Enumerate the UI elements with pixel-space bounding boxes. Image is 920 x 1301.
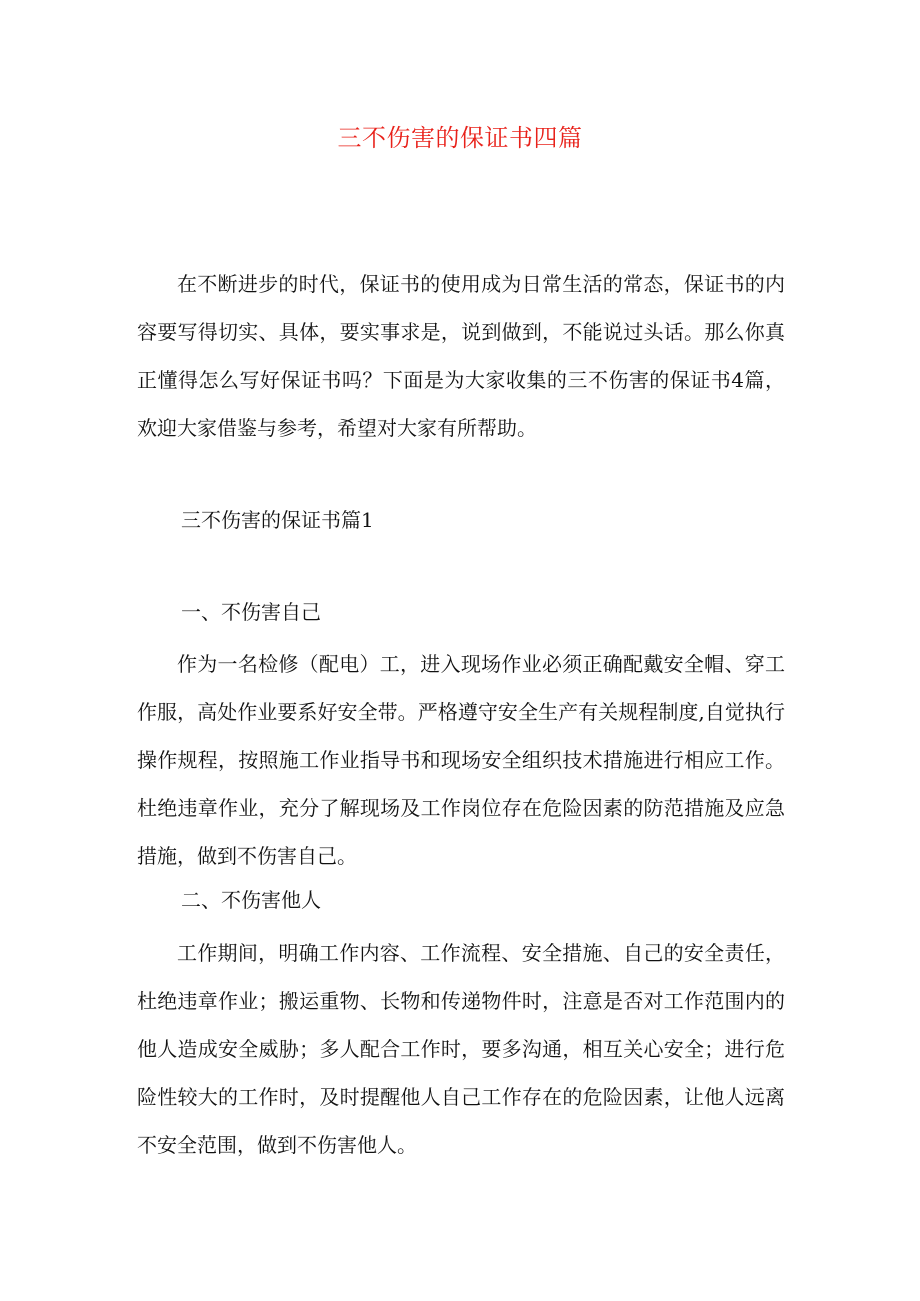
item-heading-others: 二、不伤害他人 xyxy=(181,888,321,912)
intro-paragraph: 在不断进步的时代，保证书的使用成为日常生活的常态，保证书的内容要写得切实、具体，要实事求是，说到做到，不能说过头话。那么你真正懂得怎么写好保证书吗？下面是为大家收集的三不伤害的保证书4篇，欢迎大家借鉴与参考，希望对大家有所帮助。 xyxy=(137,272,785,440)
item-heading-self: 一、不伤害自己 xyxy=(181,600,321,624)
section-title: 三不伤害的保证书篇1 xyxy=(181,508,374,532)
item-body-self: 作为一名检修（配电）工，进入现场作业必须正确配戴安全帽、穿工作服，高处作业要系好安全带。严格遵守安全生产有关规程制度,自觉执行操作规程，按照施工作业指导书和现场安全组织技术措施进行相应工作。杜绝违章作业，充分了解现场及工作岗位存在危险因素的防范措施及应急措施，做到不伤害自己。 xyxy=(137,652,785,868)
document-title: 三不伤害的保证书四篇 xyxy=(337,124,583,152)
item-body-others: 工作期间，明确工作内容、工作流程、安全措施、自己的安全责任，杜绝违章作业；搬运重物、长物和传递物件时，注意是否对工作范围内的他人造成安全威胁；多人配合工作时，要多沟通，相互关心安全；进行危险性较大的工作时，及时提醒他人自己工作存在的危险因素，让他人远离不安全范围，做到不伤害他人。 xyxy=(137,941,785,1157)
